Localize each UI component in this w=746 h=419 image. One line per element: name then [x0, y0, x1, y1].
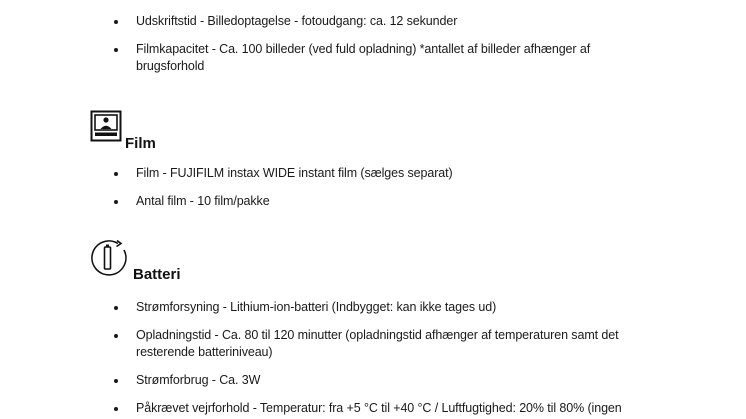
bullet-dot — [114, 48, 118, 52]
list-item-text: Påkrævet vejrforhold - Temperatur: fra +5 °C til +40 °C / Luftfugtighed: 20% til 80% (ingen — [136, 401, 622, 415]
list-item — [0, 193, 746, 210]
bullet-dot — [114, 20, 118, 24]
battery-cycle-icon — [88, 238, 132, 280]
film-section-title: Film — [125, 135, 156, 152]
list-item — [0, 372, 746, 389]
battery-list — [0, 299, 746, 417]
battery-section-title: Batteri — [133, 266, 181, 283]
bullet-dot — [114, 334, 118, 338]
list-item-text: Filmkapacitet - Ca. 100 billeder (ved fuld opladning) *antallet af billeder afhænger af brugsforhold — [136, 42, 591, 73]
list-item — [0, 299, 746, 316]
bullet-dot — [114, 172, 118, 176]
list-item — [0, 327, 746, 361]
film-section-header — [90, 110, 210, 150]
film-frame-icon — [90, 110, 122, 142]
list-item — [0, 165, 746, 182]
bullet-dot — [114, 379, 118, 383]
bullet-dot — [114, 407, 118, 411]
list-item — [0, 13, 746, 30]
list-item-text: Udskriftstid - Billedoptagelse - fotoudgang: ca. 12 sekunder — [136, 14, 458, 28]
bullet-dot — [114, 200, 118, 204]
bullet-dot — [114, 306, 118, 310]
specs-top-list — [0, 13, 746, 75]
list-item-text: Opladningstid - Ca. 80 til 120 minutter (opladningstid afhænger af temperaturen samt det resterende batteriniveau) — [136, 328, 619, 359]
battery-section-header — [88, 238, 228, 286]
film-list — [0, 165, 746, 210]
list-item — [0, 41, 746, 75]
list-item — [0, 400, 746, 417]
list-item-text: Strømforsyning - Lithium-ion-batteri (Indbygget: kan ikke tages ud) — [136, 300, 497, 314]
list-item-text: Film - FUJIFILM instax WIDE instant film (sælges separat) — [136, 166, 453, 180]
list-item-text: Antal film - 10 film/pakke — [136, 194, 270, 208]
list-item-text: Strømforbrug - Ca. 3W — [136, 373, 261, 387]
